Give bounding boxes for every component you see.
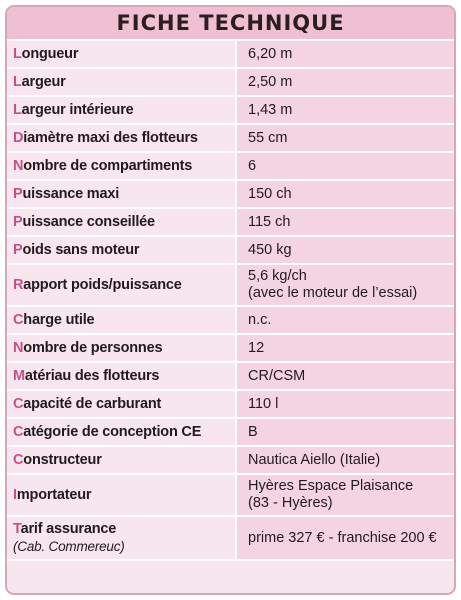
label-initial: C bbox=[13, 451, 24, 468]
table-row bbox=[7, 68, 454, 96]
table-row bbox=[7, 362, 454, 390]
table-row bbox=[7, 516, 454, 560]
table-row bbox=[7, 418, 454, 446]
label-text: uissance conseillée bbox=[22, 213, 155, 230]
label-text: onstructeur bbox=[23, 451, 102, 468]
label-initial: N bbox=[13, 157, 24, 174]
spec-sheet bbox=[5, 5, 456, 595]
row-value: 12 bbox=[236, 334, 454, 362]
label-text: argeur intérieure bbox=[21, 101, 134, 118]
label-text: mportateur bbox=[16, 486, 92, 503]
label-initial: R bbox=[13, 276, 24, 293]
label-initial: P bbox=[13, 213, 23, 230]
label-initial: C bbox=[13, 423, 24, 440]
row-label bbox=[7, 208, 236, 236]
table-row bbox=[7, 208, 454, 236]
row-label bbox=[7, 418, 236, 446]
table-row bbox=[7, 180, 454, 208]
table-row bbox=[7, 264, 454, 306]
sheet-title: FICHE TECHNIQUE bbox=[7, 7, 454, 41]
label-initial: C bbox=[13, 311, 24, 328]
row-value: 55 cm bbox=[236, 124, 454, 152]
table-row bbox=[7, 152, 454, 180]
row-value: B bbox=[236, 418, 454, 446]
table-row bbox=[7, 334, 454, 362]
table-row bbox=[7, 446, 454, 474]
row-value: 1,43 m bbox=[236, 96, 454, 124]
label-initial: N bbox=[13, 339, 24, 356]
row-value: prime 327 € - franchise 200 € bbox=[236, 516, 454, 560]
label-subtext: (Cab. Commereuc) bbox=[13, 539, 125, 554]
row-value: 150 ch bbox=[236, 180, 454, 208]
row-label bbox=[7, 474, 236, 516]
spec-table bbox=[7, 41, 454, 561]
row-label bbox=[7, 68, 236, 96]
row-label bbox=[7, 96, 236, 124]
label-text: arif assurance bbox=[20, 521, 117, 537]
row-value bbox=[236, 474, 454, 516]
label-text: ombre de compartiments bbox=[23, 157, 193, 174]
value-line: (83 - Hyères) bbox=[248, 495, 333, 511]
row-label bbox=[7, 264, 236, 306]
row-value: n.c. bbox=[236, 306, 454, 334]
label-text: argeur bbox=[21, 73, 66, 90]
row-label bbox=[7, 236, 236, 264]
table-row bbox=[7, 390, 454, 418]
value-line: (avec le moteur de l’essai) bbox=[248, 285, 418, 301]
label-initial: L bbox=[13, 101, 22, 118]
row-label bbox=[7, 41, 236, 68]
row-label bbox=[7, 516, 236, 560]
table-row bbox=[7, 236, 454, 264]
row-label bbox=[7, 362, 236, 390]
label-text: uissance maxi bbox=[22, 185, 120, 202]
row-value: CR/CSM bbox=[236, 362, 454, 390]
row-value: Nautica Aiello (Italie) bbox=[236, 446, 454, 474]
label-initial: P bbox=[13, 241, 23, 258]
label-initial: P bbox=[13, 185, 23, 202]
row-value: 110 l bbox=[236, 390, 454, 418]
value-line: 5,6 kg/ch bbox=[248, 268, 307, 284]
row-value: 6 bbox=[236, 152, 454, 180]
row-label bbox=[7, 446, 236, 474]
label-text: harge utile bbox=[23, 311, 95, 328]
row-value: 115 ch bbox=[236, 208, 454, 236]
row-label bbox=[7, 124, 236, 152]
table-row bbox=[7, 124, 454, 152]
row-label bbox=[7, 390, 236, 418]
row-label bbox=[7, 334, 236, 362]
row-value: 2,50 m bbox=[236, 68, 454, 96]
label-text: apacité de carburant bbox=[23, 395, 162, 412]
label-text: ongueur bbox=[21, 45, 79, 62]
table-row bbox=[7, 474, 454, 516]
row-value: 450 kg bbox=[236, 236, 454, 264]
label-initial: D bbox=[13, 129, 24, 146]
label-text: ombre de personnes bbox=[23, 339, 163, 356]
label-initial: C bbox=[13, 395, 24, 412]
label-text: atégorie de conception CE bbox=[23, 423, 202, 440]
label-initial: L bbox=[13, 73, 22, 90]
table-row bbox=[7, 41, 454, 68]
label-text: iamètre maxi des flotteurs bbox=[23, 129, 198, 146]
row-label bbox=[7, 152, 236, 180]
table-row bbox=[7, 96, 454, 124]
label-text: atériau des flotteurs bbox=[24, 367, 160, 384]
label-initial: T bbox=[13, 521, 21, 537]
table-row bbox=[7, 306, 454, 334]
row-label bbox=[7, 306, 236, 334]
label-initial: L bbox=[13, 45, 22, 62]
label-initial: I bbox=[13, 486, 17, 503]
label-initial: M bbox=[13, 367, 25, 384]
row-value: 6,20 m bbox=[236, 41, 454, 68]
label-text: apport poids/puissance bbox=[23, 276, 182, 293]
row-value bbox=[236, 264, 454, 306]
label-text: oids sans moteur bbox=[22, 241, 140, 258]
value-line: Hyères Espace Plaisance bbox=[248, 478, 414, 494]
row-label bbox=[7, 180, 236, 208]
